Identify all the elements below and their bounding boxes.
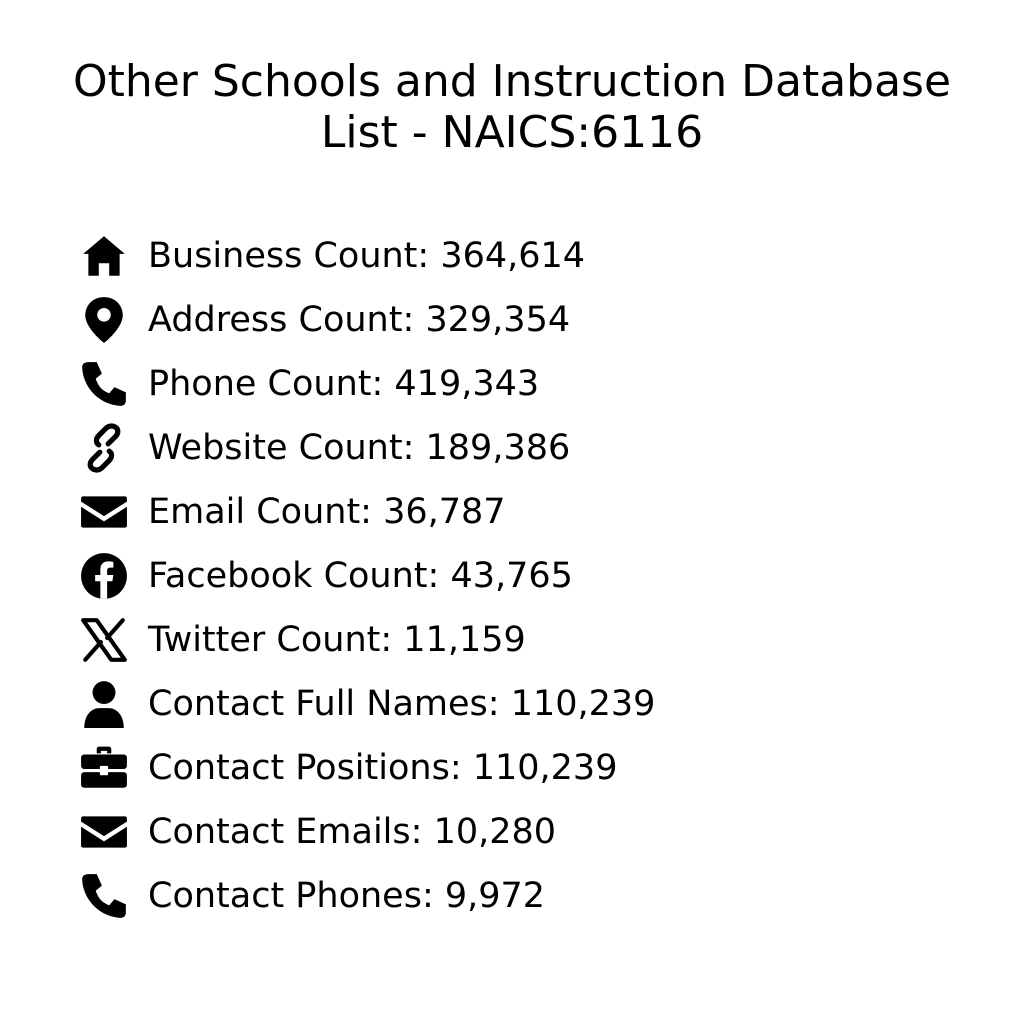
stat-value: 364,614 xyxy=(440,236,586,276)
map-pin-icon xyxy=(78,294,130,346)
briefcase-icon xyxy=(78,742,130,794)
home-icon xyxy=(78,230,130,282)
stat-label: Contact Phones xyxy=(148,876,422,916)
stat-value: 329,354 xyxy=(425,300,571,340)
stat-twitter-count: Twitter Count: 11,159 xyxy=(78,608,978,672)
stat-value: 189,386 xyxy=(425,428,571,468)
stat-value: 110,239 xyxy=(510,684,656,724)
stat-value: 110,239 xyxy=(472,748,618,788)
facebook-icon xyxy=(78,550,130,602)
envelope-icon xyxy=(78,806,130,858)
stat-label: Twitter Count xyxy=(148,620,381,660)
stat-value: 10,280 xyxy=(433,812,557,852)
envelope-icon xyxy=(78,486,130,538)
stat-label: Business Count xyxy=(148,236,418,276)
stats-list xyxy=(78,224,978,928)
stat-label: Address Count xyxy=(148,300,403,340)
stat-email-count: Email Count: 36,787 xyxy=(78,480,978,544)
stat-value: 9,972 xyxy=(444,876,546,916)
stat-facebook-count: Facebook Count: 43,765 xyxy=(78,544,978,608)
stat-label: Email Count xyxy=(148,492,361,532)
stat-value: 11,159 xyxy=(403,620,526,660)
title-line-2: List - NAICS:6116 xyxy=(320,107,704,158)
stat-label: Phone Count xyxy=(148,364,372,404)
phone-icon xyxy=(78,870,130,922)
stat-value: 43,765 xyxy=(450,556,573,596)
stat-contact-full-names: Contact Full Names: 110,239 xyxy=(78,672,978,736)
title-line-1: Other Schools and Instruction Database xyxy=(72,56,952,107)
stat-contact-positions: Contact Positions: 110,239 xyxy=(78,736,978,800)
stat-label: Facebook Count xyxy=(148,556,428,596)
stat-business-count: Business Count: 364,614 xyxy=(78,224,978,288)
stat-label: Contact Positions xyxy=(148,748,450,788)
stat-address-count: Address Count: 329,354 xyxy=(78,288,978,352)
stat-label: Contact Emails xyxy=(148,812,411,852)
stat-value: 36,787 xyxy=(383,492,506,532)
stat-label: Website Count xyxy=(148,428,403,468)
phone-icon xyxy=(78,358,130,410)
link-icon xyxy=(78,422,130,474)
stat-contact-phones: Contact Phones: 9,972 xyxy=(78,864,978,928)
stat-label: Contact Full Names xyxy=(148,684,488,724)
stat-value: 419,343 xyxy=(394,364,540,404)
stat-contact-emails: Contact Emails: 10,280 xyxy=(78,800,978,864)
user-icon xyxy=(78,678,130,730)
x-twitter-icon xyxy=(78,614,130,666)
stat-phone-count: Phone Count: 419,343 xyxy=(78,352,978,416)
page-title xyxy=(40,56,984,158)
stat-website-count: Website Count: 189,386 xyxy=(78,416,978,480)
